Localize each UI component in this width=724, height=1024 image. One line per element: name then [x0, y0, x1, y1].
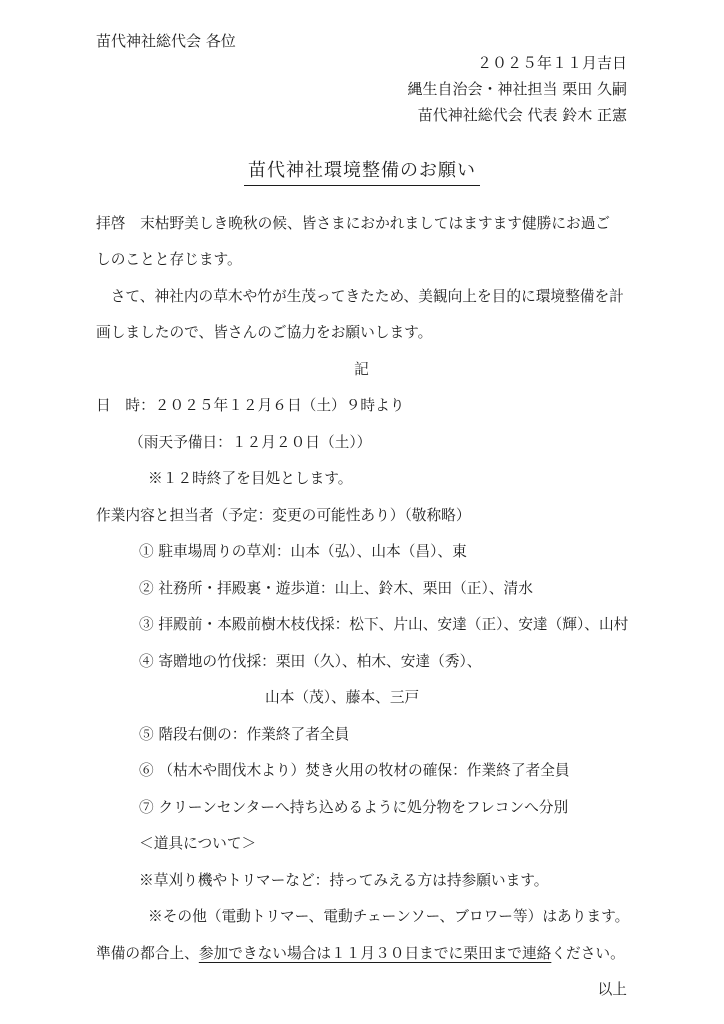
task-item-5: ⑤ 階段右側の：作業終了者全員	[139, 725, 350, 743]
sender-line-2: 苗代神社総代会 代表 鈴木 正憲	[417, 106, 627, 124]
schedule-datetime: 日 時：２０２５年１２月６日（土）９時より	[96, 397, 405, 415]
title-row	[0, 156, 724, 186]
task-item-2: ② 社務所・拝殿裏・遊歩道：山上、鈴木、栗田（正）、清水	[139, 579, 533, 597]
tools-note-2: ※その他（電動トリマー、電動チェーンソー、ブロワー等）はあります。	[148, 908, 630, 926]
closing-suffix: ください。	[551, 944, 625, 962]
schedule-rain-date: （雨天予備日：１２月２０日（土））	[129, 433, 372, 451]
greeting-line-2: しのことと存じます。	[96, 251, 242, 269]
task-item-4: ④ 寄贈地の竹伐採：栗田（久）、柏木、安達（秀）、	[139, 652, 482, 670]
task-item-6: ⑥ （枯木や間伐木より）焚き火用の牧材の確保：作業終了者全員	[139, 762, 570, 780]
letter-date: ２０２５年１１月吉日	[476, 54, 627, 72]
closing-request-line	[96, 934, 627, 971]
task-item-3: ③ 拝殿前・本殿前樹木枝伐採：松下、片山、安達（正）、安達（輝）、山村	[139, 616, 629, 634]
letter-body	[96, 204, 630, 1007]
task-item-1: ① 駐車場周りの草刈：山本（弘）、山本（昌）、東	[139, 543, 467, 561]
schedule-end-note: ※１２時終了を目処とします。	[148, 470, 353, 488]
record-marker: 記	[354, 360, 369, 378]
sender-block	[407, 50, 627, 128]
closing-underlined-text: 参加できない場合は１１月３０日までに栗田まで連絡	[198, 944, 552, 962]
tools-note-1: ※草刈り機やトリマーなど：持ってみえる方は持参願います。	[139, 871, 549, 889]
tools-heading: ＜道具について＞	[139, 835, 257, 853]
intro-line-1: さて、神社内の草木や竹が生茂ってきたため、美観向上を目的に環境整備を計	[96, 287, 624, 305]
closing-prefix: 準備の都合上、	[96, 944, 199, 962]
tasks-heading: 作業内容と担当者（予定：変更の可能性あり）（敬称略）	[96, 506, 471, 524]
intro-line-2: 画しましたので、皆さんのご協力をお願いします。	[96, 324, 433, 342]
document-title: 苗代神社環境整備のお願い	[244, 156, 480, 186]
task-item-4-continuation: 山本（茂）、藤本、三戸	[265, 689, 420, 707]
sender-line-1: 縄生自治会・神社担当 栗田 久嗣	[407, 80, 627, 98]
end-marker: 以上	[597, 981, 627, 999]
recipient-line: 苗代神社総代会 各位	[96, 32, 236, 50]
greeting-line-1: 拝啓 末枯野美しき晩秋の候、皆さまにおかれましてはますます健勝にお過ご	[96, 214, 611, 232]
task-item-7: ⑦ クリーンセンターへ持ち込めるように処分物をフレコンへ分別	[139, 798, 569, 816]
